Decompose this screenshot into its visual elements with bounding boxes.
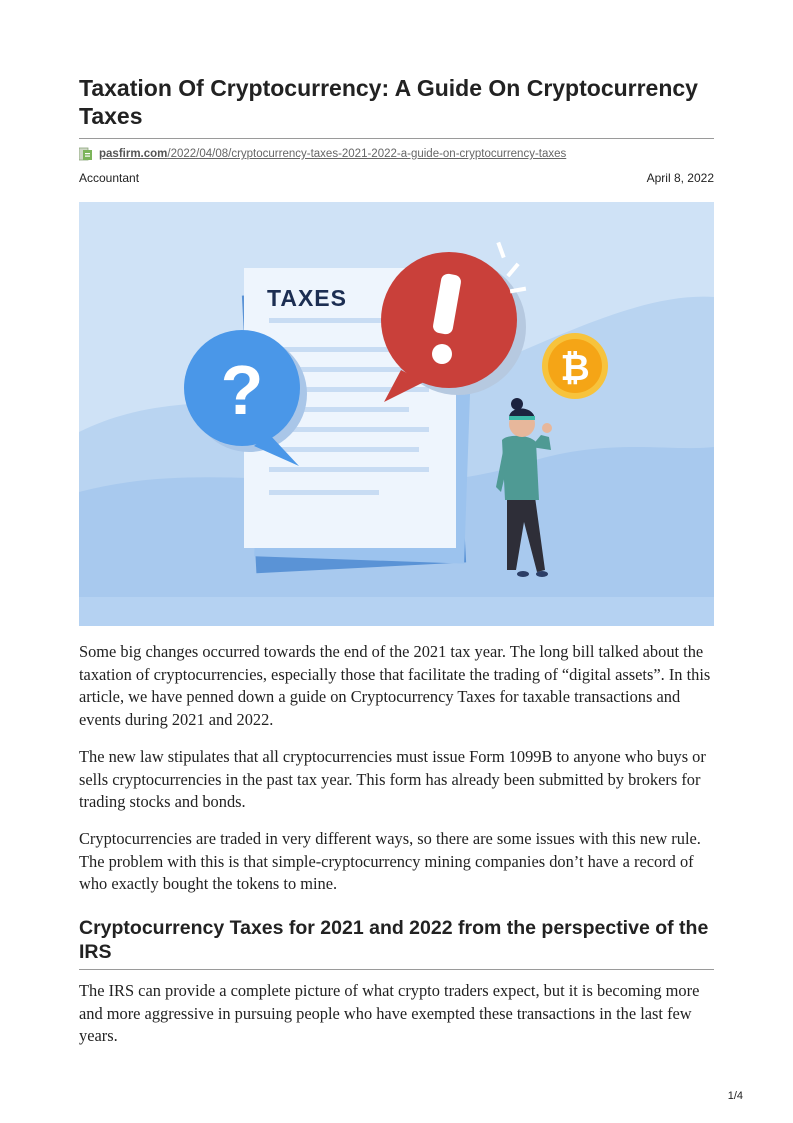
svg-text:?: ? — [220, 351, 264, 429]
site-favicon-icon — [79, 147, 93, 161]
section-heading: Cryptocurrency Taxes for 2021 and 2022 from the perspective of the IRS — [79, 917, 709, 963]
page-number: 1/4 — [727, 1090, 743, 1102]
source-line — [79, 145, 566, 163]
irs-paragraph: The IRS can provide a complete picture of what crypto traders expect, but it is becoming more and more aggressive in pursuing people who have exempted these transactions in the last few years. — [79, 981, 700, 1045]
article-author: Accountant — [79, 171, 140, 185]
section-divider — [79, 969, 714, 970]
title-divider — [79, 138, 714, 139]
form-paragraph: The new law stipulates that all cryptocurrencies must issue Form 1099B to anyone who buys or sells cryptocurrencies in the past tax year. This form has already been submitted by brokers for trading stocks and bonds. — [79, 747, 706, 811]
bitcoin-icon — [542, 333, 608, 399]
article-meta — [79, 171, 714, 185]
intro-paragraph: Some big changes occurred towards the end of the 2021 tax year. The long bill talked about the taxation of cryptocurrencies, especially those that facilitate the trading of “digital assets”. In this article, we have penned down a guide on Cryptocurrency Taxes for taxable transactions and events during 2021 and 2022. — [79, 642, 711, 729]
svg-text:₿: ₿ — [560, 348, 590, 389]
source-domain: pasfirm.com — [99, 148, 168, 160]
article-title: Taxation Of Cryptocurrency: A Guide On Cryptocurrency Taxes — [79, 75, 698, 129]
document-title: TAXES — [267, 285, 347, 311]
source-link[interactable] — [99, 148, 566, 160]
hero-illustration — [79, 202, 714, 626]
source-path: /2022/04/08/cryptocurrency-taxes-2021-2022-a-guide-on-cryptocurrency-taxes — [167, 148, 567, 160]
article-date: April 8, 2022 — [646, 171, 714, 185]
issues-paragraph: Cryptocurrencies are traded in very different ways, so there are some issues with this new rule. The problem with this is that simple-cryptocurrency mining companies don’t have a record of who exactly bought the tokens to mine. — [79, 829, 701, 893]
